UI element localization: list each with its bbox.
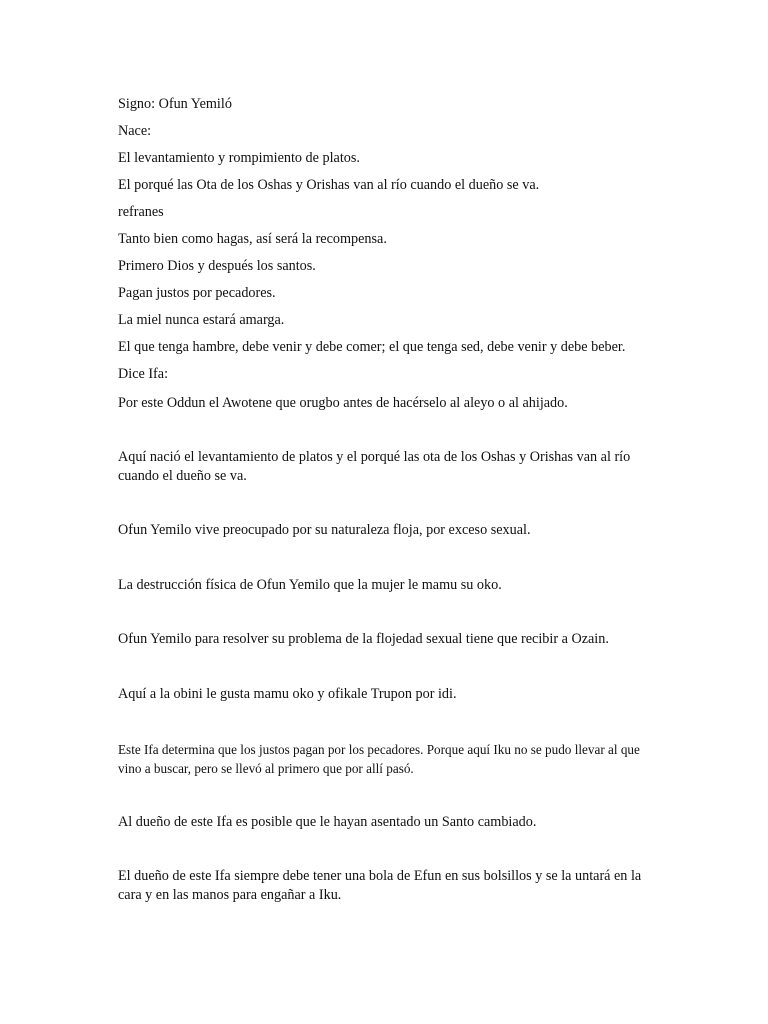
proverb-line: Primero Dios y después los santos.: [118, 258, 316, 274]
paragraph: La destrucción física de Ofun Yemilo que la mujer le mamu su oko.: [118, 577, 502, 593]
proverb-line: Tanto bien como hagas, así será la recompensa.: [118, 231, 387, 247]
proverb-line: El que tenga hambre, debe venir y debe comer; el que tenga sed, debe venir y debe beber.: [118, 339, 626, 355]
paragraph: Ofun Yemilo vive preocupado por su naturaleza floja, por exceso sexual.: [118, 522, 531, 538]
proverb-line: Pagan justos por pecadores.: [118, 285, 276, 301]
document-title: Signo: Ofun Yemiló: [118, 96, 232, 112]
paragraph: Aquí nació el levantamiento de platos y el porqué las ota de los Oshas y Orishas van al río cuando el dueño se va.: [118, 449, 631, 484]
text-line: Por este Oddun el Awotene que orugbo antes de hacérselo al aleyo o al ahijado.: [118, 395, 568, 411]
paragraph: Aquí a la obini le gusta mamu oko y ofikale Trupon por idi.: [118, 686, 457, 702]
text-line: El levantamiento y rompimiento de platos.: [118, 150, 360, 166]
proverb-line: La miel nunca estará amarga.: [118, 312, 285, 328]
paragraph: El dueño de este Ifa siempre debe tener una bola de Efun en sus bolsillos y se la untará en la cara y en las manos para engañar a Iku.: [118, 868, 642, 903]
paragraph: Ofun Yemilo para resolver su problema de la flojedad sexual tiene que recibir a Ozain.: [118, 631, 609, 647]
paragraph: Al dueño de este Ifa es posible que le hayan asentado un Santo cambiado.: [118, 814, 537, 830]
text-line: El porqué las Ota de los Oshas y Orishas van al río cuando el dueño se va.: [118, 177, 540, 193]
paragraph: Este Ifa determina que los justos pagan por los pecadores. Porque aquí Iku no se pudo llevar al que vino a buscar, pero se llevó al primero que por allí pasó.: [118, 742, 640, 776]
section-heading-dice-ifa: Dice Ifa:: [118, 366, 169, 382]
section-heading-refranes: refranes: [118, 204, 164, 220]
section-heading-nace: Nace:: [118, 123, 152, 139]
